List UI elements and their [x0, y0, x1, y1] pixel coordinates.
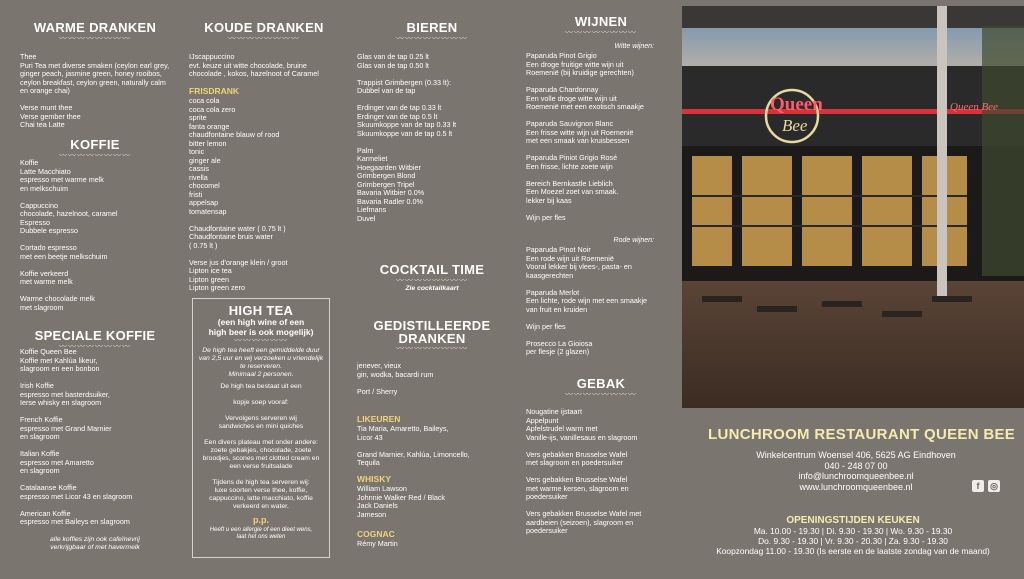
bieren-title: BIEREN — [406, 20, 458, 35]
koffie-title: KOFFIE — [70, 137, 120, 152]
warme-dranken-list: Thee Puri Tea met diverse smaken (ceylon earl grey, ginger peach, jasmine green, honey rooibos, ceylon breakfast, ceylon green, naturally calm en orange chai) Verse munt thee Verse gember thee Chai tea Latte — [20, 52, 170, 129]
opening-hours-title: OPENINGSTIJDEN KEUKEN — [786, 515, 920, 526]
divider-ornament: 〰〰〰〰〰〰〰〰 — [59, 34, 131, 43]
opening-hours: Ma. 10.00 - 19.30 | Di. 9.30 - 19.30 | Wo. 9.30 - 19.30 Do. 9.30 - 19.30 | Vr. 9.30 - 20.30 | Za. 9.30 - 19.30 Koopzondag 11.00 - 19.30 (Is eerste en de laatste zondag van de maand) — [716, 526, 990, 556]
restaurant-info — [682, 418, 1024, 579]
divider-ornament: 〰〰〰〰〰〰〰〰 — [59, 151, 131, 160]
whisky-title: WHISKY — [357, 474, 391, 484]
speciale-koffie-note: alle koffies zijn ook cafeïnevrij verkrijgbaar of met havermelk — [50, 536, 140, 551]
koffie-list: Koffie Latte Macchiato espresso met warme melk en melkschuim Cappuccino chocolade, hazelnoot, caramel Espresso Dubbele espresso Cortado espresso met een beetje melkschuim Koffie verkeerd met warme melk Warme chocolade melk met slagroom — [20, 158, 118, 312]
restaurant-name: LUNCHROOM RESTAURANT QUEEN BEE — [708, 426, 1016, 443]
column-3 — [357, 0, 507, 579]
gedistilleerde-title: GEDISTILLEERDE DRANKEN — [373, 318, 491, 346]
neon-sign-side: Queen Bee — [950, 101, 998, 113]
cognac-list: Rémy Martin — [357, 539, 398, 548]
whisky-list: William Lawson Johnnie Walker Red / Black Jack Daniels Jameson — [357, 484, 446, 519]
speciale-koffie-title: SPECIALE KOFFIE — [34, 328, 156, 343]
column-4 — [526, 0, 676, 579]
divider-ornament: 〰〰〰〰〰〰〰〰 — [396, 34, 468, 43]
social-icons — [972, 480, 1000, 492]
divider-ornament: 〰〰〰〰〰〰〰〰 — [396, 276, 468, 285]
frisdrank-title: FRISDRANK — [189, 86, 240, 96]
divider-ornament: 〰〰〰〰〰〰〰〰 — [565, 390, 637, 399]
neon-sign-queen: Queen — [770, 94, 823, 115]
neon-sign-bee: Bee — [782, 116, 808, 135]
restaurant-photo — [682, 6, 1024, 408]
high-tea-box — [192, 298, 330, 558]
high-tea-title: HIGH TEA — [228, 303, 294, 318]
gebak-list: Nougatine ijstaart Appelpunt Apfelstrudel warm met Vanille-ijs, vanillesaus en slagroom Vers gebakken Brusselse Wafel met slagroom en poedersuiker Vers gebakken Brusselse Wafel met warme kersen, slagroom en poedersuiker Vers gebakken Brusselse Wafel met aardbeien (seizoen), slagroom en poedersuiker — [526, 407, 642, 535]
facebook-icon[interactable]: f — [972, 480, 984, 492]
gebak-title: GEBAK — [576, 376, 626, 391]
high-tea-note: Heeft u een allergie of een dieet wens, laat het ons weten — [209, 527, 313, 540]
cocktail-title: COCKTAIL TIME — [379, 262, 485, 277]
column-1 — [20, 0, 170, 579]
koude-dranken-list: IJscappuccino evt. keuze uit witte chocolade, bruine chocolade , kokos, hazelnoot of Caramel — [189, 52, 319, 78]
witte-wijnen-label: Witte wijnen: — [614, 43, 654, 50]
high-tea-body: De high tea bestaat uit een kopje soep vooraf: Vervolgens serveren wij sandwiches en mini quiches Een divers plateau met onder andere: zoete gebakjes, chocolade, zoete broodjes, scones met clotted cream en een verse fruitsalade Tijdens de high tea serveren wij: luxe soorten verse thee, koffie, cappuccino, latte macchiato, koffie verkeerd en water. — [202, 383, 320, 510]
instagram-icon[interactable]: ◎ — [988, 480, 1000, 492]
divider-ornament: 〰〰〰〰〰〰〰〰 — [565, 28, 637, 37]
koude-dranken-title: KOUDE DRANKEN — [204, 20, 324, 35]
gedistilleerde-list: jenever, vieux gin, wodka, bacardi rum Port / Sherry — [357, 361, 434, 396]
restaurant-address: Winkelcentrum Woensel 406, 5625 AG Eindhoven 040 - 248 07 00 info@lunchroomqueenbee.nl www.lunchroomqueenbee.nl — [756, 450, 956, 492]
rode-wijnen-label: Rode wijnen: — [613, 237, 654, 244]
divider-ornament: 〰〰〰〰〰〰〰〰 — [59, 342, 131, 351]
frisdrank-list: coca cola coca cola zero sprite fanta orange chaudfontaine blauw of rood bitter lemon tonic ginger ale cassis rivella chocomel fristi appelsap tomatensap Chaudfontaine water ( 0.75 lt ) Chaudfontaine bruis water ( 0.75 lt ) Verse jus d'orange klein / groot Lipton ice tea Lipton green Lipton green zero — [189, 96, 288, 292]
cocktail-note: Zie cocktailkaart — [405, 285, 459, 292]
divider-ornament: 〰〰〰〰〰〰 — [234, 336, 288, 345]
divider-ornament: 〰〰〰〰〰〰〰〰 — [396, 344, 468, 353]
likeuren-title: LIKEUREN — [357, 414, 401, 424]
speciale-koffie-list: Koffie Queen Bee Koffie met Kahlúa likeur, slagroom en een bonbon Irish Koffie espresso met basterdsuiker, Ierse whisky en slagroom French Koffie espresso met Grand Marnier en slagroom Italian Koffie espresso met Amaretto en slagroom Catalaanse Koffie espresso met Licor 43 en slagroom American Koffie espresso met Baileys en slagroom — [20, 347, 133, 526]
likeuren-list: Tia Maria, Amaretto, Baileys, Licor 43 Grand Marnier, Kahlúa, Limoncello, Tequila — [357, 424, 470, 467]
wijnen-title: WIJNEN — [574, 14, 628, 29]
divider-ornament: 〰〰〰〰〰〰〰〰 — [228, 34, 300, 43]
warme-dranken-title: WARME DRANKEN — [33, 20, 157, 35]
storefront-illustration — [682, 6, 1024, 408]
high-tea-subtitle: (een high wine of een high beer is ook mogelijk) — [208, 317, 314, 337]
rode-wijnen-list: Paparuda Pinot Noir Een rode wijn uit Roemenië Vooral lekker bij vlees-, pasta- en kaasgerechten Paparuda Merlot Een lichte, rode wijn met een smaakje van fruit en kruiden Wijn per fles Prosecco La Gioiosa per flesje (2 glazen) — [526, 245, 648, 356]
high-tea-price-label: p.p. — [253, 515, 269, 525]
bieren-list: Glas van de tap 0.25 lt Glas van de tap 0.50 lt Trappist Grimbergen (0.33 lt): Dubbel van de tap Erdinger van de tap 0.33 lt Erdinger van de tap 0.5 lt Skuumkoppe van de tap 0.33 lt Skuumkoppe van de tap 0.5 lt Palm Karmeliet Hoegaarden Witbier Grimbergen Blond Grimbergen Tripel Bavaria Witbier 0.0% Bavaria Radler 0.0% Liefmans Duvel — [357, 52, 457, 223]
witte-wijnen-list: Paparuda Pinot Grigio Een droge fruitige witte wijn uit Roemenië (bij kruidige gerechten) Paparuda Chardonnay Een volle droge witte wijn uit Roemenië met een exotisch smaakje Paparuda Sauvignon Blanc Een frisse witte wijn uit Roemenië met een smaak van kruisbessen Paparuda Piniot Grigio Rosé Een frisse, lichte zoete wijn Bereich Bernkastle Lieblich Een Moezel zoet van smaak. lekker bij kaas Wijn per fles — [526, 51, 644, 222]
cognac-title: COGNAC — [357, 529, 395, 539]
high-tea-intro: De high tea heeft een gemiddelde duur van 2,5 uur en wij verzoeken u vriendelijk te reserveren. Minimaal 2 personen. — [198, 347, 324, 378]
